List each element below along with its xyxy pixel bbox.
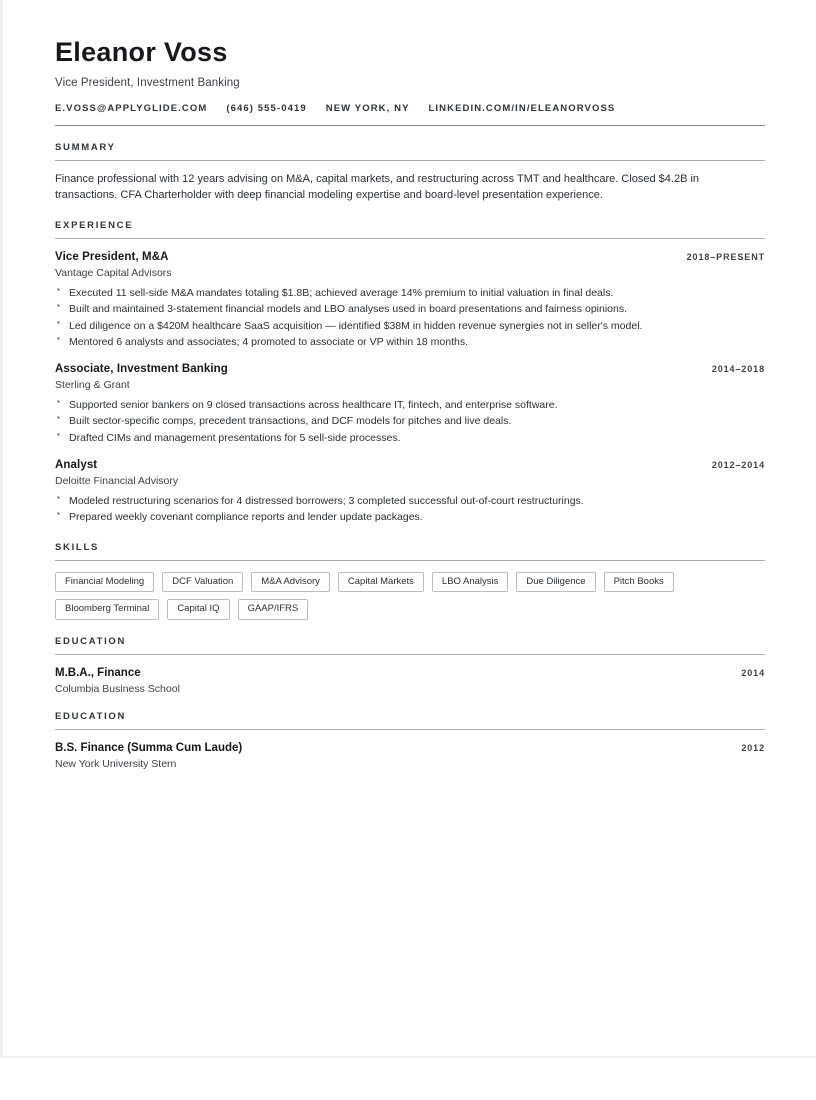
contact-phone: (646) 555-0419 bbox=[226, 102, 307, 114]
experience-entry bbox=[55, 459, 765, 526]
education-degree: M.B.A., Finance bbox=[55, 666, 141, 679]
experience-dates: 2018–PRESENT bbox=[686, 251, 765, 262]
experience-entry-head bbox=[55, 459, 765, 471]
experience-org: Deloitte Financial Advisory bbox=[55, 474, 179, 487]
bullet-item: ▪ Prepared weekly covenant compliance reports and lender update packages. bbox=[55, 509, 765, 526]
bullet-item: ▪ Mentored 6 analysts and associates; 4 promoted to associate or VP within 18 months. bbox=[55, 334, 765, 351]
bullet-item: ▪ Modeled restructuring scenarios for 4 distressed borrowers; 3 completed successful out-of-court restructurings. bbox=[55, 493, 765, 510]
resume-header bbox=[55, 38, 765, 126]
section-title-summary: SUMMARY bbox=[55, 142, 765, 161]
experience-role: Analyst bbox=[55, 458, 98, 471]
experience-bullets bbox=[55, 493, 765, 526]
education-school: New York University Stern bbox=[55, 757, 177, 770]
summary-text: Finance professional with 12 years advising on M&A, capital markets, and restructuring across TMT and healthcare. Closed $4.2B in transactions. CFA Charterholder with deep financial modeling expertise and board-level presentation experience. bbox=[55, 172, 700, 201]
education-degree: B.S. Finance (Summa Cum Laude) bbox=[55, 741, 243, 754]
education-entry bbox=[55, 742, 765, 770]
education-year: 2014 bbox=[741, 667, 765, 678]
section-title-skills: SKILLS bbox=[55, 542, 765, 561]
skills-section bbox=[55, 542, 765, 620]
experience-bullets bbox=[55, 397, 765, 447]
experience-org: Vantage Capital Advisors bbox=[55, 266, 172, 279]
contact-linkedin[interactable]: LINKEDIN.COM/IN/ELEANORVOSS bbox=[428, 102, 616, 114]
experience-entry bbox=[55, 251, 765, 351]
education-year: 2012 bbox=[741, 742, 765, 753]
experience-dates: 2012–2014 bbox=[711, 459, 765, 470]
education-entry-head bbox=[55, 667, 765, 679]
bullet-item: ▪ Built sector-specific comps, precedent transactions, and DCF models for pitches and live deals. bbox=[55, 413, 765, 430]
resume-content bbox=[55, 38, 765, 770]
skill-chip: M&A Advisory bbox=[251, 572, 330, 593]
skill-chip: LBO Analysis bbox=[432, 572, 509, 593]
skill-chip: Due Diligence bbox=[516, 572, 595, 593]
experience-entry-head bbox=[55, 251, 765, 263]
bullet-item: ▪ Drafted CIMs and management presentations for 5 sell-side processes. bbox=[55, 430, 765, 447]
section-title-experience: EXPERIENCE bbox=[55, 220, 765, 239]
skill-chip: Financial Modeling bbox=[55, 572, 154, 593]
skill-chip: Pitch Books bbox=[604, 572, 674, 593]
contact-row bbox=[55, 103, 765, 126]
experience-dates: 2014–2018 bbox=[711, 363, 765, 374]
experience-section bbox=[55, 220, 765, 526]
education-school: Columbia Business School bbox=[55, 682, 180, 695]
experience-role: Associate, Investment Banking bbox=[55, 362, 228, 375]
education-section-graduate bbox=[55, 636, 765, 695]
skill-chip: Bloomberg Terminal bbox=[55, 599, 159, 620]
candidate-title: Vice President, Investment Banking bbox=[55, 76, 240, 89]
page-edge-left bbox=[0, 0, 3, 1058]
contact-email[interactable]: E.VOSS@APPLYGLIDE.COM bbox=[55, 102, 208, 114]
experience-org: Sterling & Grant bbox=[55, 378, 130, 391]
experience-bullets bbox=[55, 285, 765, 351]
education-entry-head bbox=[55, 742, 765, 754]
education-entry bbox=[55, 667, 765, 695]
summary-section bbox=[55, 142, 765, 204]
bullet-item: ▪ Supported senior bankers on 9 closed transactions across healthcare IT, fintech, and enterprise software. bbox=[55, 397, 765, 414]
skill-chip: Capital IQ bbox=[167, 599, 229, 620]
candidate-name: Eleanor Voss bbox=[55, 37, 228, 67]
skill-chip: Capital Markets bbox=[338, 572, 424, 593]
bullet-item: ▪ Built and maintained 3-statement financial models and LBO analyses used in board presentations and fairness opinions. bbox=[55, 301, 765, 318]
skills-list bbox=[55, 572, 755, 620]
skill-chip: GAAP/IFRS bbox=[238, 599, 309, 620]
experience-role: Vice President, M&A bbox=[55, 250, 169, 263]
page-edge-bottom bbox=[0, 1056, 816, 1058]
section-title-education: EDUCATION bbox=[55, 711, 765, 730]
bullet-item: ▪ Led diligence on a $420M healthcare SaaS acquisition — identified $38M in hidden revenue synergies not in seller's model. bbox=[55, 318, 765, 335]
section-title-education: EDUCATION bbox=[55, 636, 765, 655]
education-section-undergraduate bbox=[55, 711, 765, 770]
contact-location: NEW YORK, NY bbox=[325, 102, 410, 114]
experience-entry bbox=[55, 363, 765, 447]
skill-chip: DCF Valuation bbox=[162, 572, 243, 593]
bullet-item: ▪ Executed 11 sell-side M&A mandates totaling $1.8B; achieved average 14% premium to initial valuation in final deals. bbox=[55, 285, 765, 302]
experience-entry-head bbox=[55, 363, 765, 375]
